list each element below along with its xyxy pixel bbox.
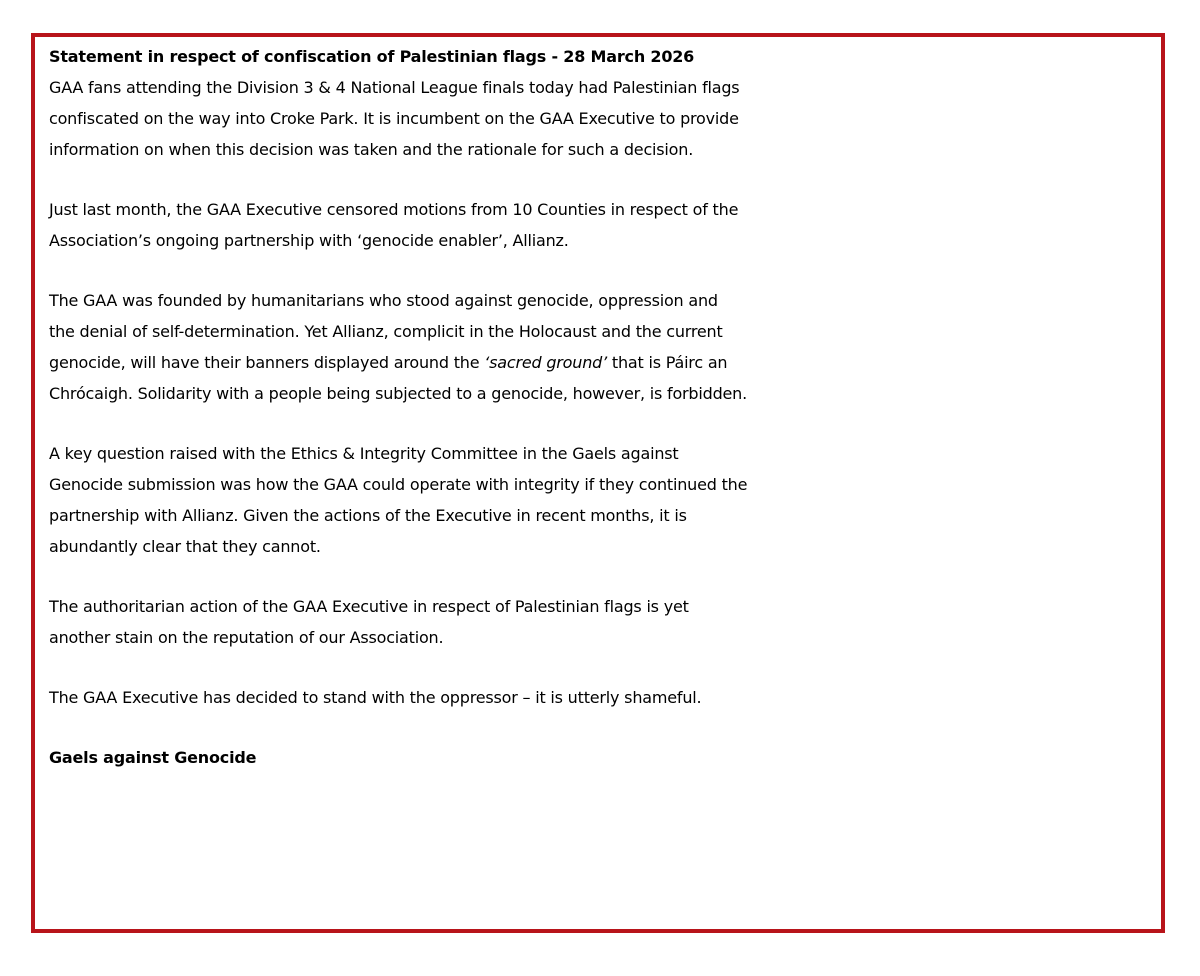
paragraph-3-line-3-pre: genocide, will have their banners displayed around the bbox=[49, 353, 485, 372]
paragraph-3-line-1: The GAA was founded by humanitarians who stood against genocide, oppression and bbox=[49, 291, 718, 310]
paragraph-3-line-3-post: that is Páirc an bbox=[607, 353, 728, 372]
paragraph-2-line-1: Just last month, the GAA Executive censored motions from 10 Counties in respect of the bbox=[49, 200, 739, 219]
statement-title: Statement in respect of confiscation of Palestinian flags - 28 March 2026 bbox=[49, 47, 695, 66]
paragraph-gap bbox=[49, 653, 1161, 682]
statement-body bbox=[49, 41, 1161, 773]
statement-frame bbox=[31, 33, 1165, 933]
paragraph-4-line-2: Genocide submission was how the GAA could operate with integrity if they continued the bbox=[49, 475, 748, 494]
paragraph-gap bbox=[49, 713, 1161, 742]
signature: Gaels against Genocide bbox=[49, 748, 257, 767]
paragraph-4-line-3: partnership with Allianz. Given the actions of the Executive in recent months, it is bbox=[49, 506, 687, 525]
paragraph-gap bbox=[49, 409, 1161, 438]
paragraph-gap bbox=[49, 165, 1161, 194]
paragraph-5-line-2: another stain on the reputation of our Association. bbox=[49, 628, 444, 647]
paragraph-3-line-3 bbox=[49, 347, 1161, 378]
paragraph-1-line-3: information on when this decision was taken and the rationale for such a decision. bbox=[49, 140, 694, 159]
paragraph-3-line-2: the denial of self-determination. Yet Allianz, complicit in the Holocaust and the current bbox=[49, 322, 723, 341]
paragraph-6: The GAA Executive has decided to stand with the oppressor – it is utterly shameful. bbox=[49, 688, 702, 707]
paragraph-5-line-1: The authoritarian action of the GAA Executive in respect of Palestinian flags is yet bbox=[49, 597, 689, 616]
paragraph-gap bbox=[49, 256, 1161, 285]
paragraph-2-line-2: Association’s ongoing partnership with ‘genocide enabler’, Allianz. bbox=[49, 231, 569, 250]
paragraph-1-line-2: confiscated on the way into Croke Park. It is incumbent on the GAA Executive to provide bbox=[49, 109, 739, 128]
paragraph-4-line-4: abundantly clear that they cannot. bbox=[49, 537, 321, 556]
paragraph-3-line-4: Chrócaigh. Solidarity with a people being subjected to a genocide, however, is forbidden. bbox=[49, 384, 747, 403]
paragraph-gap bbox=[49, 562, 1161, 591]
sacred-ground-quote: ‘sacred ground’ bbox=[484, 353, 607, 372]
paragraph-4-line-1: A key question raised with the Ethics & Integrity Committee in the Gaels against bbox=[49, 444, 679, 463]
paragraph-1-line-1: GAA fans attending the Division 3 & 4 National League finals today had Palestinian flags bbox=[49, 78, 740, 97]
